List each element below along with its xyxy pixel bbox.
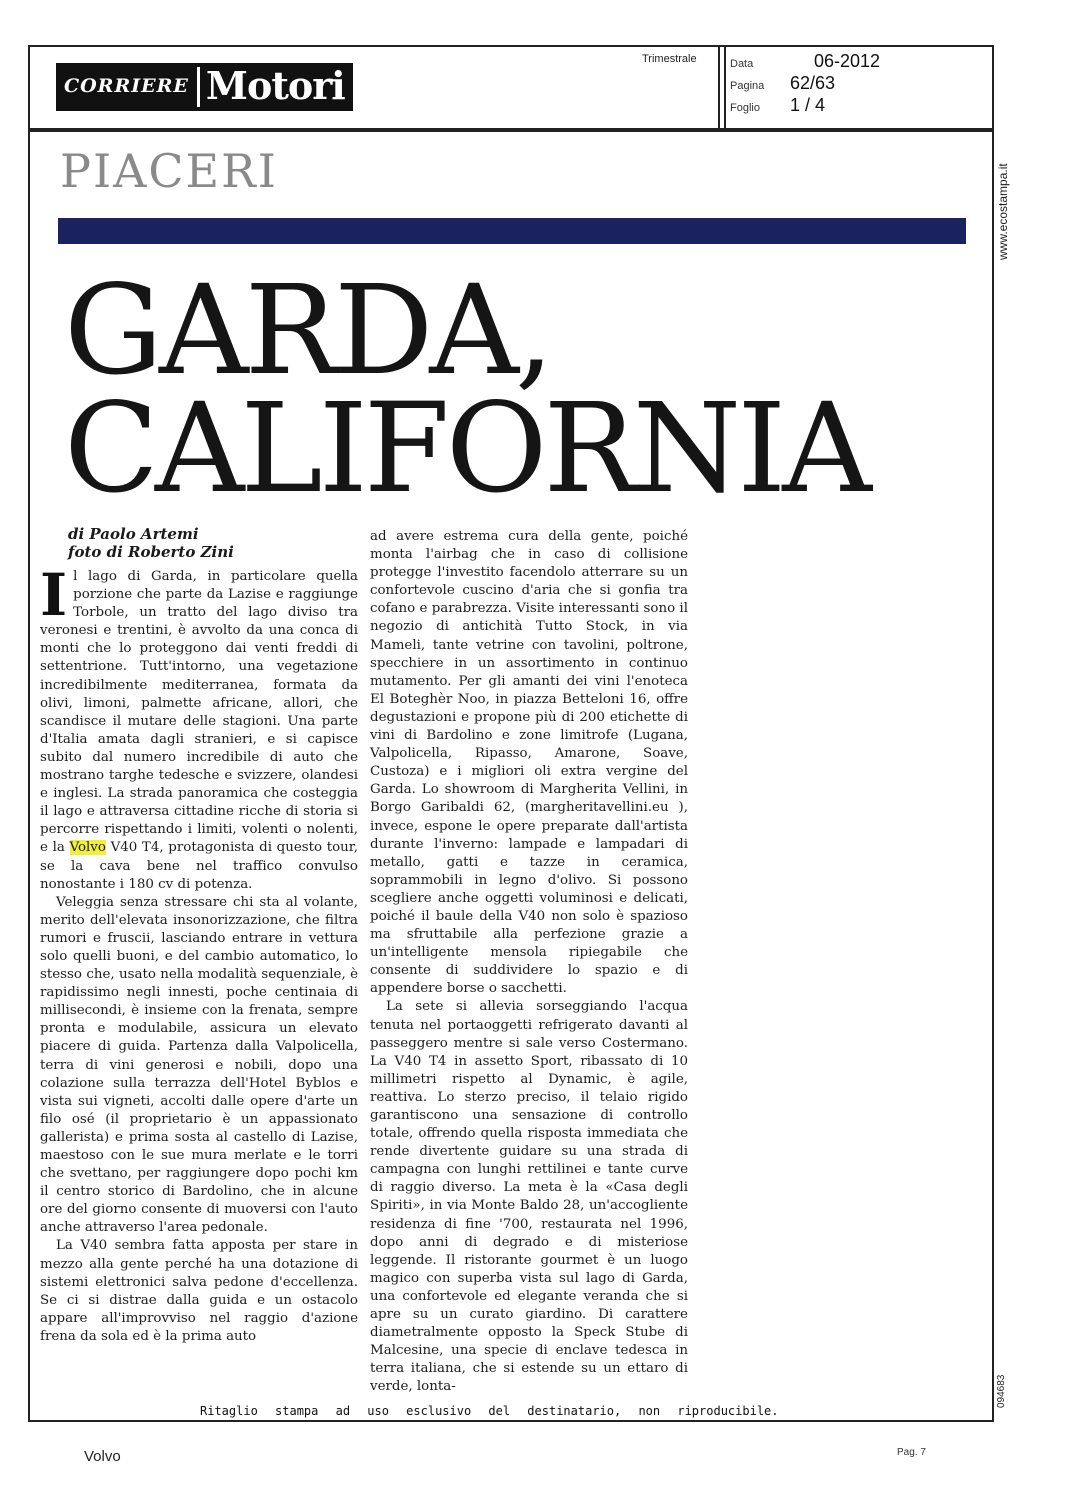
article-title <box>64 259 868 521</box>
text-column-2 <box>370 528 688 1397</box>
header-divider <box>718 47 720 128</box>
title-line-2: CALIFORNIA <box>64 377 868 521</box>
text-column-1 <box>40 561 358 1346</box>
page-number: Pag. 7 <box>897 1447 926 1458</box>
paragraph: Veleggia senza stressare chi sta al volante, merito dell'elevata insonorizzazione, che filtra rumori e fruscii, lasciando entrare in vettura solo quelli buoni, e del cambio automatico, lo stesso che, usato nella modalità sequenziale, è rapidissimo negli innesti, poche centinaia di millisecondi, è insieme con la frenata, sempre pronta e modulabile, assicura un elevato piacere di guida. Partenza dalla Valpolicella, terra di vini generosi e nobili, dopo una colazione sulla terrazza dell'Hotel Byblos e vista sui vigneti, accolti dalle opere d'arte un filo osé (il proprietario è un appassionato gallerista) e prima sosta al castello di Lazise, maestoso con le sue mura merlate e le torri che svettano, per raggiungere dopo pochi km il centro storico di Bardolino, che in alcune ore del giorno consente di muoversi con l'auto anche attraverso l'area pedonale. <box>40 894 358 1236</box>
logo-motori: Motori <box>205 63 345 108</box>
clipping-notice: Ritaglio stampa ad uso esclusivo del destinatario, non riproducibile. <box>200 1404 779 1418</box>
paragraph: ad avere estrema cura della gente, poiché monta l'airbag che in caso di collisione protegge l'investito facendolo atterrare su un confortevole cuscino d'aria che si gonfia tra cofano e parabrezza. Visite interessanti sono il negozio di antichità Tutto Stock, in via Mameli, tante vetrine con tavolini, poltrone, specchiere in un assortimento in continuo mutamento. Per gli amanti dei vini l'enoteca El Boteghèr Noo, in piazza Betteloni 16, offre degustazioni e propone più di 200 etichette di vini di Bardolino e zone limitrofe (Lugana, Valpolicella, Ripasso, Amarone, Soave, Custoza) e i migliori oli extra vergine del Garda. Lo showroom di Margherita Vellini, in Borgo Garibaldi 62, (margheritavellini.eu ), invece, espone le opere preparate dall'artista durante l'inverno: lampade e lampadari di metallo, gatti e tazze in ceramica, soprammobili in legno d'olivo. Si possono scegliere anche oggetti voluminosi e delicati, poiché il baule della V40 non solo è spazioso ma sfruttabile alla perfezione grazie a un'intelligente mensola ripiegabile che consente di suddividere lo spazio e di appendere borse o sacchetti. <box>370 529 688 997</box>
byline <box>68 525 234 561</box>
meta-row-pagina <box>730 73 880 95</box>
meta-key: Foglio <box>730 102 760 114</box>
author: di Paolo Artemi <box>68 525 199 543</box>
meta-value: 1 / 4 <box>790 95 826 115</box>
frequency-label: Trimestrale <box>642 53 697 65</box>
section-band <box>58 218 966 244</box>
section-label: PIACERI <box>60 144 278 198</box>
side-code <box>996 1360 1016 1420</box>
meta-value: 62/63 <box>790 73 836 93</box>
side-url-text: www.ecostampa.it <box>996 163 1010 260</box>
paragraph: La sete si allevia sorseggiando l'acqua tenuta nel portaoggetti refrigerato davanti al passeggero mentre si sale verso Costermano. La V40 T4 in assetto Sport, ribassato di 10 millimetri rispetto al Dynamic, è agile, reattiva. Lo sterzo preciso, il telaio rigido garantiscono una sensazione di controllo totale, offrendo quella risposta immediata che rende divertente guidare su una strada di campagna con lunghi rettilinei e tante curve di raggio diverso. La meta è la «Casa degli Spiriti», in via Monte Baldo 28, un'accogliente residenza di fine '700, restaurata nel 1996, dopo anni di degrado e di misteriose leggende. Il ristorante gourmet è un luogo magico con superba vista sul lago di Garda, una confortevole ed elegante veranda che si apre su un curato giardino. Di carattere diametralmente opposto la Speck Stube di Malcesine, una specie di enclave tedesca in terra italiana, che si estende su un ettaro di verde, lonta- <box>370 999 688 1395</box>
side-code-text: 094683 <box>996 1374 1007 1408</box>
publication-logo <box>56 63 353 111</box>
meta-key: Pagina <box>730 80 765 92</box>
photographer: foto di Roberto Zini <box>68 543 234 561</box>
header-divider <box>724 47 726 128</box>
masthead-box <box>28 45 994 130</box>
meta-value: 06-2012 <box>814 51 881 71</box>
issue-meta <box>730 51 880 117</box>
brand-label: Volvo <box>84 1448 121 1465</box>
paragraph: La V40 sembra fatta apposta per stare in mezzo alla gente perché ha una dotazione di sistemi elettronici salva pedone d'eccellenza. Se ci si distrae dalla guida e un ostacolo appare all'improvviso nel raggio d'azione frena da sola ed è la prima auto <box>40 1238 358 1344</box>
meta-row-foglio <box>730 95 880 117</box>
title-line-1: GARDA, <box>64 259 551 403</box>
meta-row-data <box>730 51 880 73</box>
article-box <box>28 130 994 1422</box>
logo-corriere: CORRIERE <box>64 75 189 97</box>
paragraph-text: V40 T4, protagonista di questo tour, se la cava bene nel traffico convulso nonostante i 180 cv di potenza. <box>40 840 358 892</box>
paragraph <box>40 561 358 894</box>
highlighted-brand: Volvo <box>69 840 106 856</box>
paragraph-text: l lago di Garda, in particolare quella porzione che parte da Lazise e raggiunge Torbole, un tratto del lago diviso tra veronesi e trentini, è avvolto da una conca di monti che lo proteggono dai venti freddi di settentrione. Tutt'intorno, una vegetazione incredibilmente mediterranea, formata da olivi, limoni, palmette africane, allori, che scandisce il mutare delle stagioni. Una parte d'Italia amata dagli stranieri, e si capisce subito dal numero incredibile di auto che mostrano targhe tedesche e svizzere, olandesi e inglesi. La strada panoramica che costeggia il lago e attraversa cittadine ricche di storia si percorre rispettando i limiti, volenti o nolenti, e la <box>40 569 358 856</box>
meta-key: Data <box>730 58 754 70</box>
drop-cap: I <box>40 561 68 629</box>
side-url <box>996 140 1016 260</box>
